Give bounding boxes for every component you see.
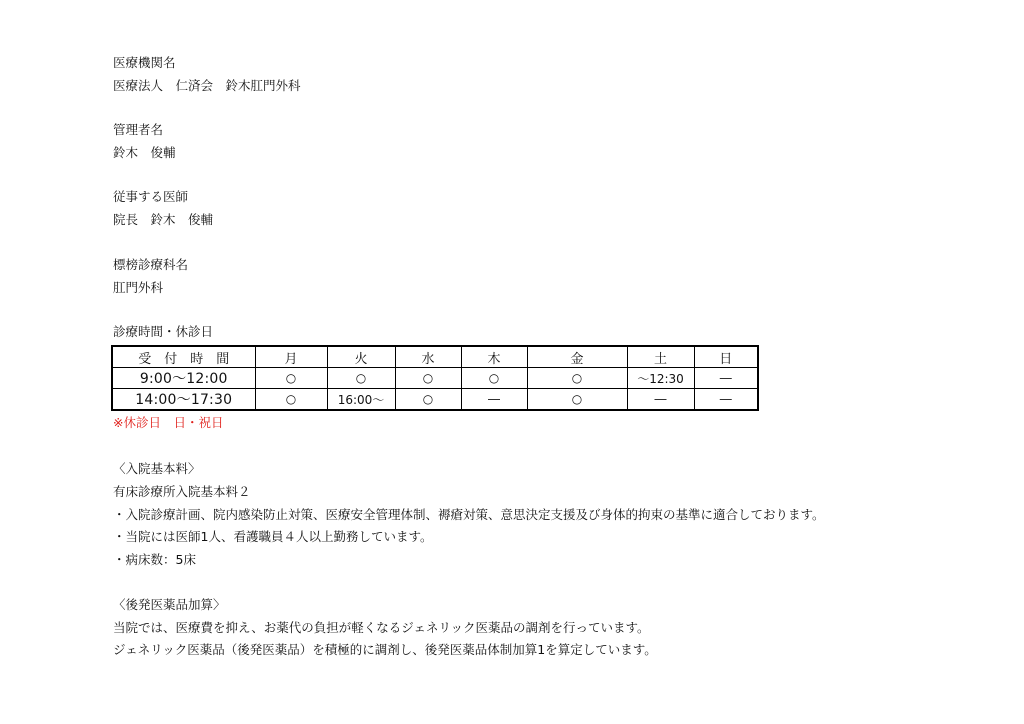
header-fri: 金 (527, 346, 627, 368)
admission-line-4: ・病床数：5床 (113, 552, 196, 567)
generic-heading: 〈後発医薬品加算〉 (113, 597, 226, 612)
admission-line-2: ・入院診療計画、院内感染防止対策、医療安全管理体制、褥瘡対策、意思決定支援及び身体的拘束の基準に適合しております。 (113, 507, 825, 522)
morning-sat: ～12:30 (627, 368, 694, 389)
departments-heading: 標榜診療科名 (113, 257, 189, 272)
morning-time: 9:00～12:00 (112, 368, 255, 389)
doctors-heading: 従事する医師 (113, 189, 189, 204)
afternoon-sat: ― (627, 389, 694, 411)
header-thu: 木 (461, 346, 527, 368)
generic-line-2: ジェネリック医薬品（後発医薬品）を積極的に調剤し、後発医薬品体制加算1を算定しています。 (113, 642, 657, 657)
header-sat: 土 (627, 346, 694, 368)
morning-sun: ― (694, 368, 758, 389)
afternoon-tue: 16:00～ (327, 389, 395, 411)
schedule-table (111, 345, 759, 411)
doctors-value: 院長 鈴木 俊輔 (113, 212, 214, 227)
schedule-header-row (112, 346, 758, 368)
header-reception-time: 受 付 時 間 (112, 346, 255, 368)
morning-mon: ○ (255, 368, 327, 389)
closed-days-note: ※休診日 日・祝日 (113, 415, 224, 430)
morning-thu: ○ (461, 368, 527, 389)
afternoon-time: 14:00～17:30 (112, 389, 255, 411)
institution-name: 医療法人 仁済会 鈴木肛門外科 (113, 78, 301, 93)
afternoon-sun: ― (694, 389, 758, 411)
morning-fri: ○ (527, 368, 627, 389)
admission-line-1: 有床診療所入院基本料２ (113, 484, 251, 499)
afternoon-wed: ○ (395, 389, 461, 411)
morning-tue: ○ (327, 368, 395, 389)
header-tue: 火 (327, 346, 395, 368)
header-mon: 月 (255, 346, 327, 368)
institution-heading: 医療機関名 (113, 55, 176, 70)
afternoon-mon: ○ (255, 389, 327, 411)
afternoon-fri: ○ (527, 389, 627, 411)
hours-heading: 診療時間・休診日 (113, 324, 214, 339)
morning-wed: ○ (395, 368, 461, 389)
afternoon-thu: ― (461, 389, 527, 411)
manager-name: 鈴木 俊輔 (113, 145, 176, 160)
admission-heading: 〈入院基本料〉 (113, 461, 201, 476)
admission-line-3: ・当院には医師1人、看護職員４人以上勤務しています。 (113, 529, 433, 544)
schedule-row-morning (112, 368, 758, 389)
header-sun: 日 (694, 346, 758, 368)
generic-line-1: 当院では、医療費を抑え、お薬代の負担が軽くなるジェネリック医薬品の調剤を行っています。 (113, 620, 650, 635)
header-wed: 水 (395, 346, 461, 368)
schedule-row-afternoon (112, 389, 758, 411)
manager-heading: 管理者名 (113, 122, 164, 137)
departments-value: 肛門外科 (113, 280, 164, 295)
